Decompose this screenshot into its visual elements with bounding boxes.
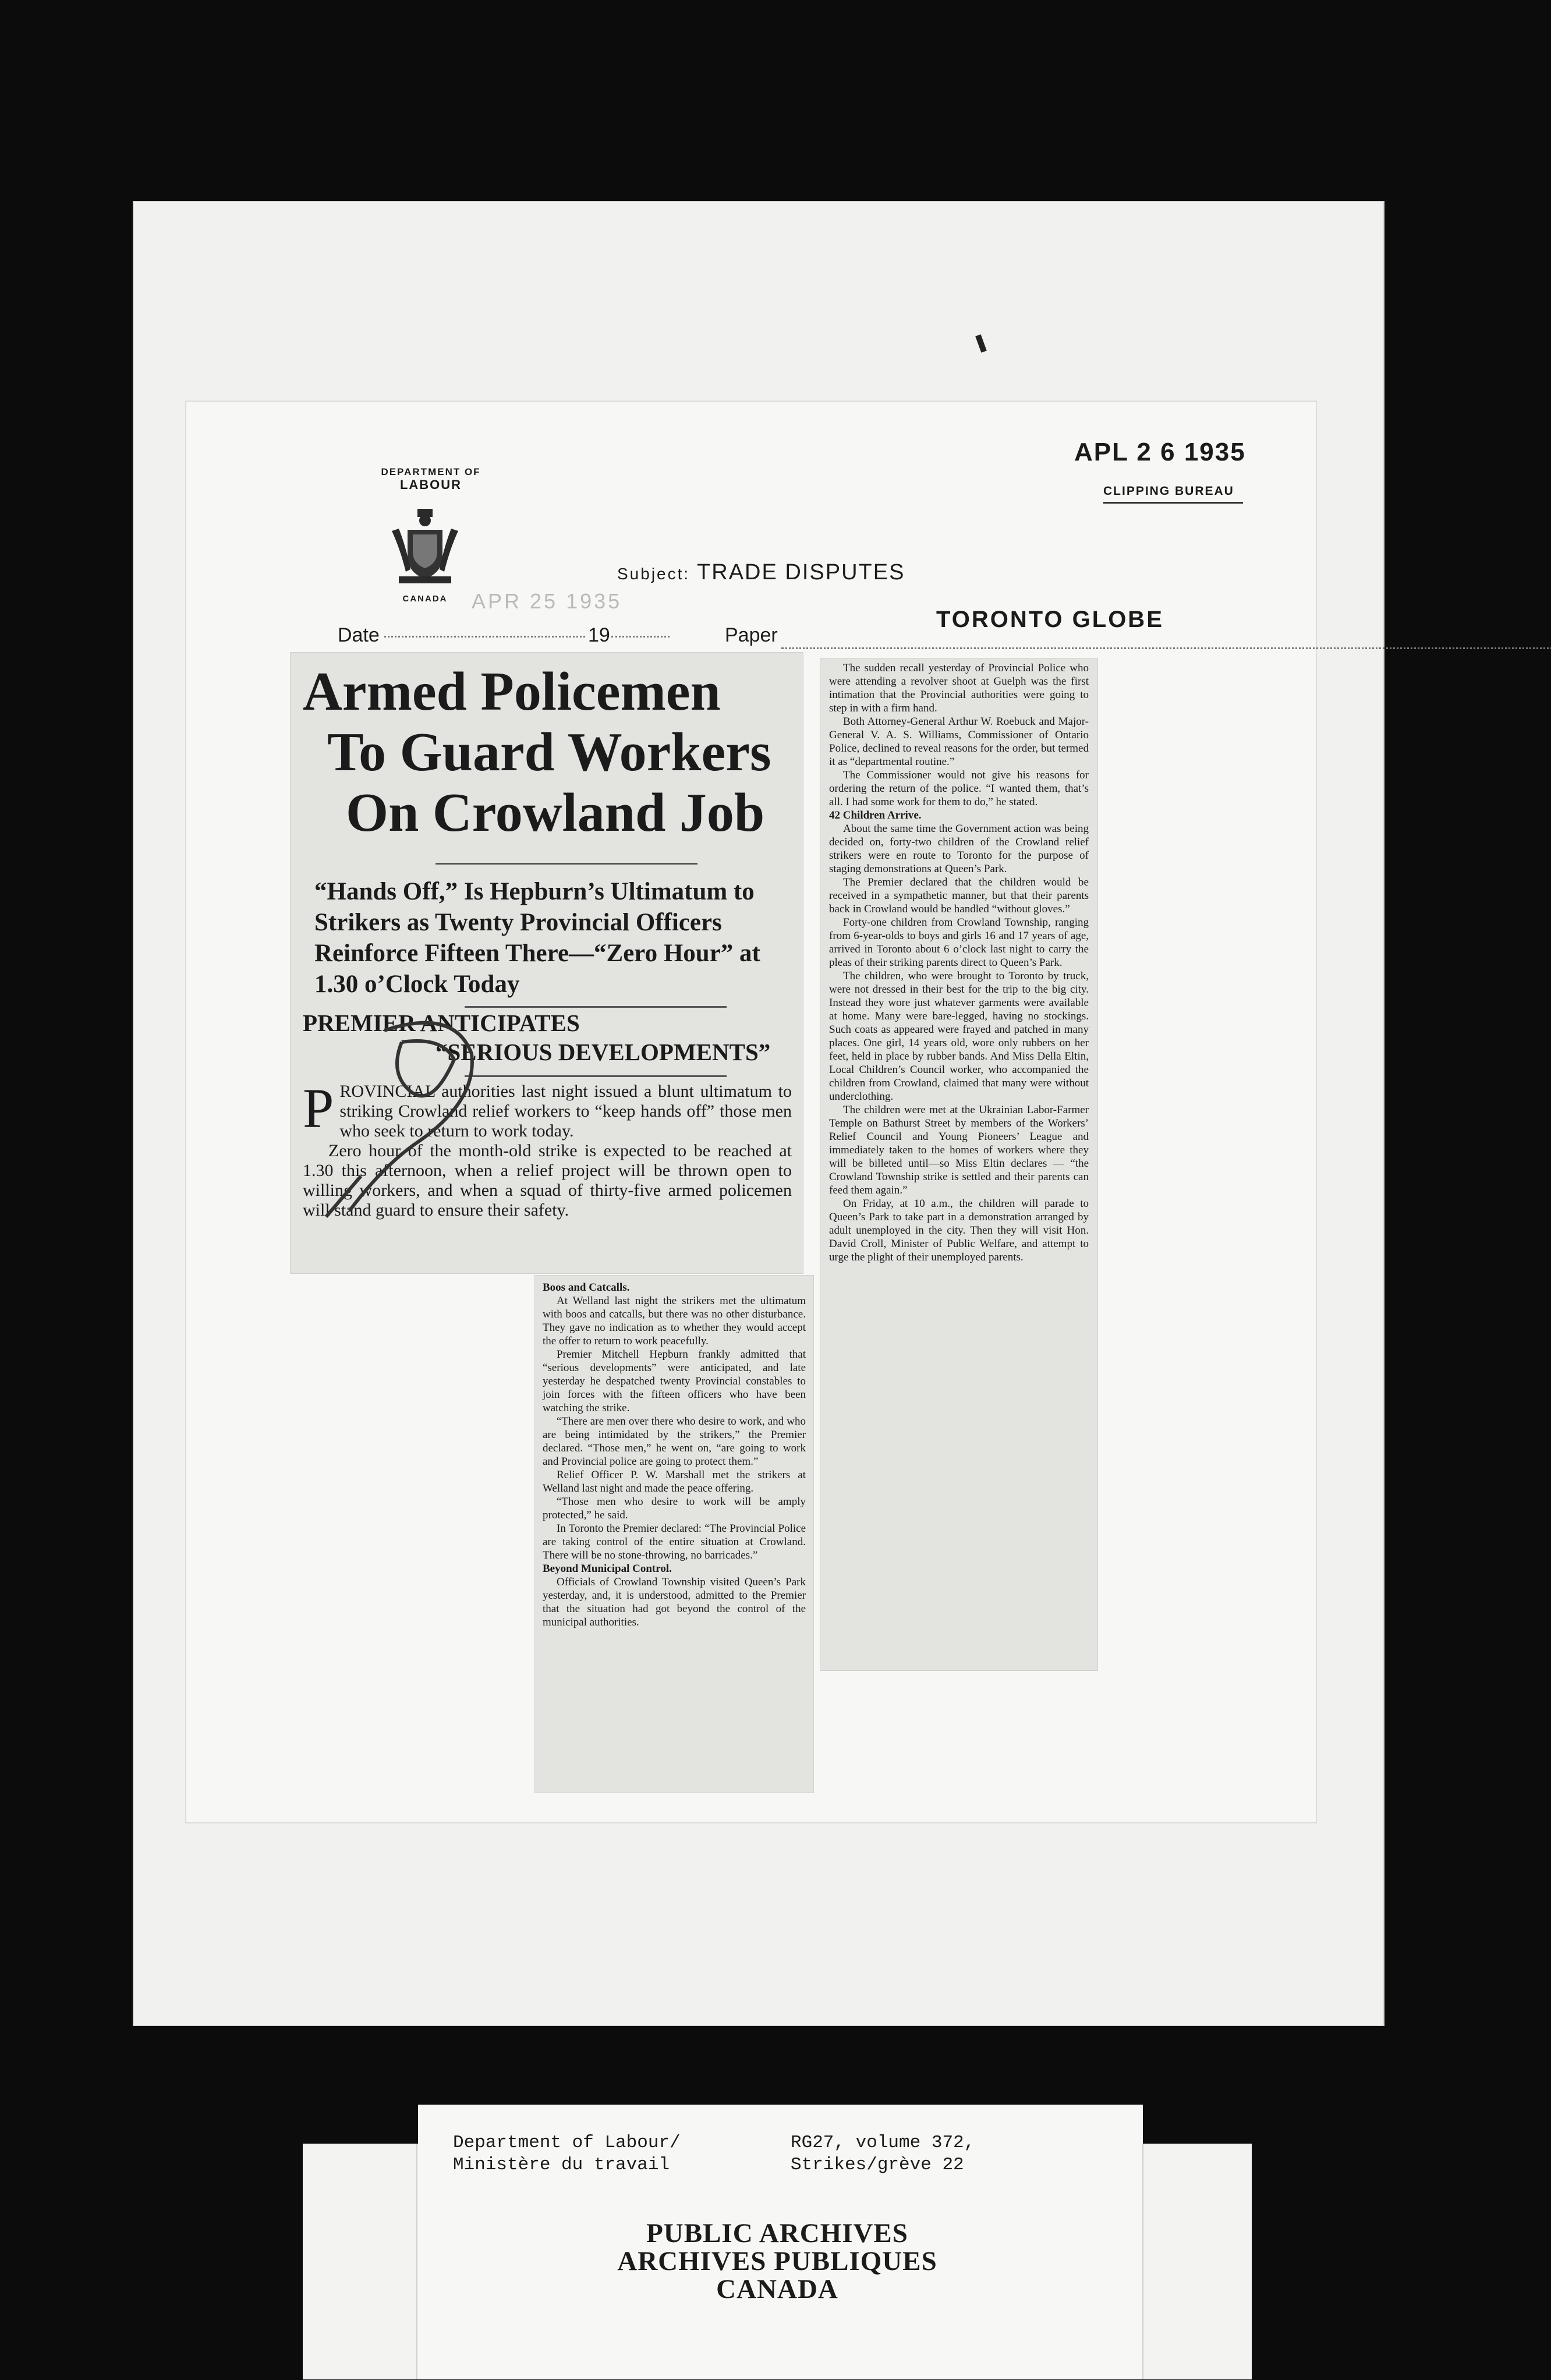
date-label: Date [338, 624, 380, 646]
mid-paragraph: Relief Officer P. W. Marshall met the strikers at Welland last night and made the peace offering. [543, 1469, 806, 1494]
right-paragraph: About the same time the Government action was being decided on, forty-two children of the Crowland relief strikers were en route to Toronto for the purpose of staging demonstrations at Queen’s Park. [829, 823, 1089, 875]
rule [435, 863, 697, 865]
middle-column-text [543, 1281, 806, 1629]
mid-paragraph: Premier Mitchell Hepburn frankly admitted that “serious developments” were anticipated, and late yesterday he despatched twenty Provincial constables to join forces with the fifteen officers who have been watching the strike. [543, 1348, 806, 1414]
mid-paragraph: In Toronto the Premier declared: “The Provincial Police are taking control of the entire situation at Crowland. There will be no stone-throwing, no barricades.” [543, 1522, 806, 1561]
mid-paragraph: “Those men who desire to work will be amply protected,” he said. [543, 1496, 806, 1521]
archive-label-left [453, 2132, 681, 2176]
right-paragraph: Forty-one children from Crowland Township, ranging from 6-year-olds to boys and girls 16 and 17 years of age, arrived in Toronto about 6 o’clock last night to carry the pleas of their striking parents direct to Queen’s Park. [829, 916, 1089, 969]
archive-left-line-1: Department of Labour/ [453, 2133, 681, 2153]
mid-paragraph: “There are men over there who desire to work, and who are being intimidated by the strikers,” the Premier declared. “Those men,” he went on, “are going to work and Provincial police are going to protect them.” [543, 1415, 806, 1468]
country-label: CANADA [402, 594, 448, 604]
right-paragraph: The Commissioner would not give his reasons for ordering the return of the police. “I wanted them, that’s all. I had some work for them to do,” he stated. [829, 769, 1089, 808]
right-paragraph: Both Attorney-General Arthur W. Roebuck and Major-General V. A. S. Williams, Commissioner of Ontario Police, declined to reveal reasons for the order, but termed it as “departmental routine.” [829, 716, 1089, 768]
right-paragraph: On Friday, at 10 a.m., the children will parade to Queen’s Park to take part in a demonstration arranged by adult unemployed in the city. Then they will visit Hon. David Croll, Minister of Public Welfare, and attempt to urge the plight of their unemployed parents. [829, 1198, 1089, 1263]
drop-cap: P [303, 1077, 334, 1139]
right-paragraph: The children, who were brought to Toronto by truck, were not dressed in their best for the trip to the big city. Instead they wore just whatever garments were available at home. Many were bare-legged, having no stockings. Such coats as appeared were frayed and patched in many places. One girl, 14 years old, wore only rubbers on her feet, held in place by rubber bands. And Miss Della Eltin, Local Children’s Council worker, who accompanied the children from Crowland, claimed that many were without underclothing. [829, 970, 1089, 1103]
archive-left-line-2: Ministère du travail [453, 2155, 670, 2175]
right-paragraph: The Premier declared that the children would be received in a sympathetic manner, but that their parents back in Crowland would be handled “without gloves.” [829, 876, 1089, 915]
paper-name-stamp: TORONTO GLOBE [936, 607, 1164, 632]
headline-line-1: Armed Policemen [303, 661, 721, 722]
subject-value: TRADE DISPUTES [697, 560, 905, 585]
received-date-stamp: APR 25 1935 [472, 589, 622, 613]
paper-label: Paper [725, 624, 778, 646]
right-column-text [829, 661, 1089, 1264]
archive-right-line-2: Strikes/grève 22 [791, 2155, 964, 2175]
headline [303, 661, 792, 843]
headline-line-3: On Crowland Job [346, 782, 765, 843]
archives-stamp-line-2: ARCHIVES PUBLIQUES [617, 2246, 937, 2276]
date-field-dots [384, 636, 585, 638]
clipping-date-stamp: APL 2 6 1935 [1074, 438, 1246, 466]
handwritten-numeral-mark [314, 1007, 547, 1223]
bureau-underline [1103, 502, 1243, 504]
department-header [367, 466, 495, 491]
archives-stamp-line-3: CANADA [716, 2274, 838, 2304]
mid-paragraph: At Welland last night the strikers met the ultimatum with boos and catcalls, but there was no other disturbance. They gave no indication as to whether they would accept the offer to return to work peacefully. [543, 1295, 806, 1347]
archive-label-right [791, 2132, 975, 2176]
mid-subhead: Boos and Catcalls. [543, 1281, 630, 1294]
archives-stamp-line-1: PUBLIC ARCHIVES [646, 2218, 908, 2248]
paper-field-dots [781, 647, 1551, 649]
coat-of-arms-icon [387, 508, 463, 586]
right-paragraph: The children were met at the Ukrainian Labor-Farmer Temple on Bathurst Street by members of the Workers’ Relief Council and Young Pioneers’ League and immediately taken to the homes of workers where they will be billeted until—so Miss Eltin declares — “the Crowland Township strike is settled and their parents can feed them again.” [829, 1104, 1089, 1196]
right-paragraph: The sudden recall yesterday of Provincial Police who were attending a revolver shoot at Guelph was the first intimation that the Provincial authorities were going to step in with a firm hand. [829, 662, 1089, 714]
clipping-bureau-label: CLIPPING BUREAU [1103, 484, 1234, 498]
mid-subhead: Beyond Municipal Control. [543, 1563, 672, 1575]
department-line-2: LABOUR [399, 477, 462, 492]
subject-line [617, 560, 905, 585]
mid-paragraph: Officials of Crowland Township visited Queen’s Park yesterday, and, it is understood, admitted to the Premier that the situation had got beyond the control of the municipal authorities. [543, 1576, 806, 1628]
year-label: 19 [588, 624, 610, 646]
headline-line-2: To Guard Workers [327, 722, 771, 782]
year-field-dots [611, 636, 670, 638]
deck-line-1: PREMIER ANTICIPATES [303, 1010, 580, 1036]
department-line-1: DEPARTMENT OF [381, 466, 481, 477]
deck-line-2: “SERIOUS DEVELOPMENTS” [435, 1039, 771, 1065]
right-subhead: 42 Children Arrive. [829, 809, 922, 821]
lead-paragraph-2: Zero hour of the month-old strike is expected to be reached at 1.30 this afternoon, when a relief project will be thrown open to willing workers, and when a squad of thirty-five armed policemen will stand guard to ensure their safety. [303, 1141, 792, 1220]
subject-label: Subject: [617, 565, 690, 583]
archive-right-line-1: RG27, volume 372, [791, 2133, 975, 2153]
public-archives-stamp [303, 2219, 1252, 2303]
lead-paragraph-1: ROVINCIAL authorities last night issued a blunt ultimatum to striking Crowland relief workers to “keep hands off” those men who seek to return to work today. [339, 1082, 792, 1141]
middle-column-clipping [534, 1275, 814, 1793]
subheadline: “Hands Off,” Is Hepburn’s Ultimatum to Strikers as Twenty Provincial Officers Reinforce Fifteen There—“Zero Hour” at 1.30 o’Clock Today [314, 878, 760, 998]
right-column-clipping [820, 658, 1098, 1671]
